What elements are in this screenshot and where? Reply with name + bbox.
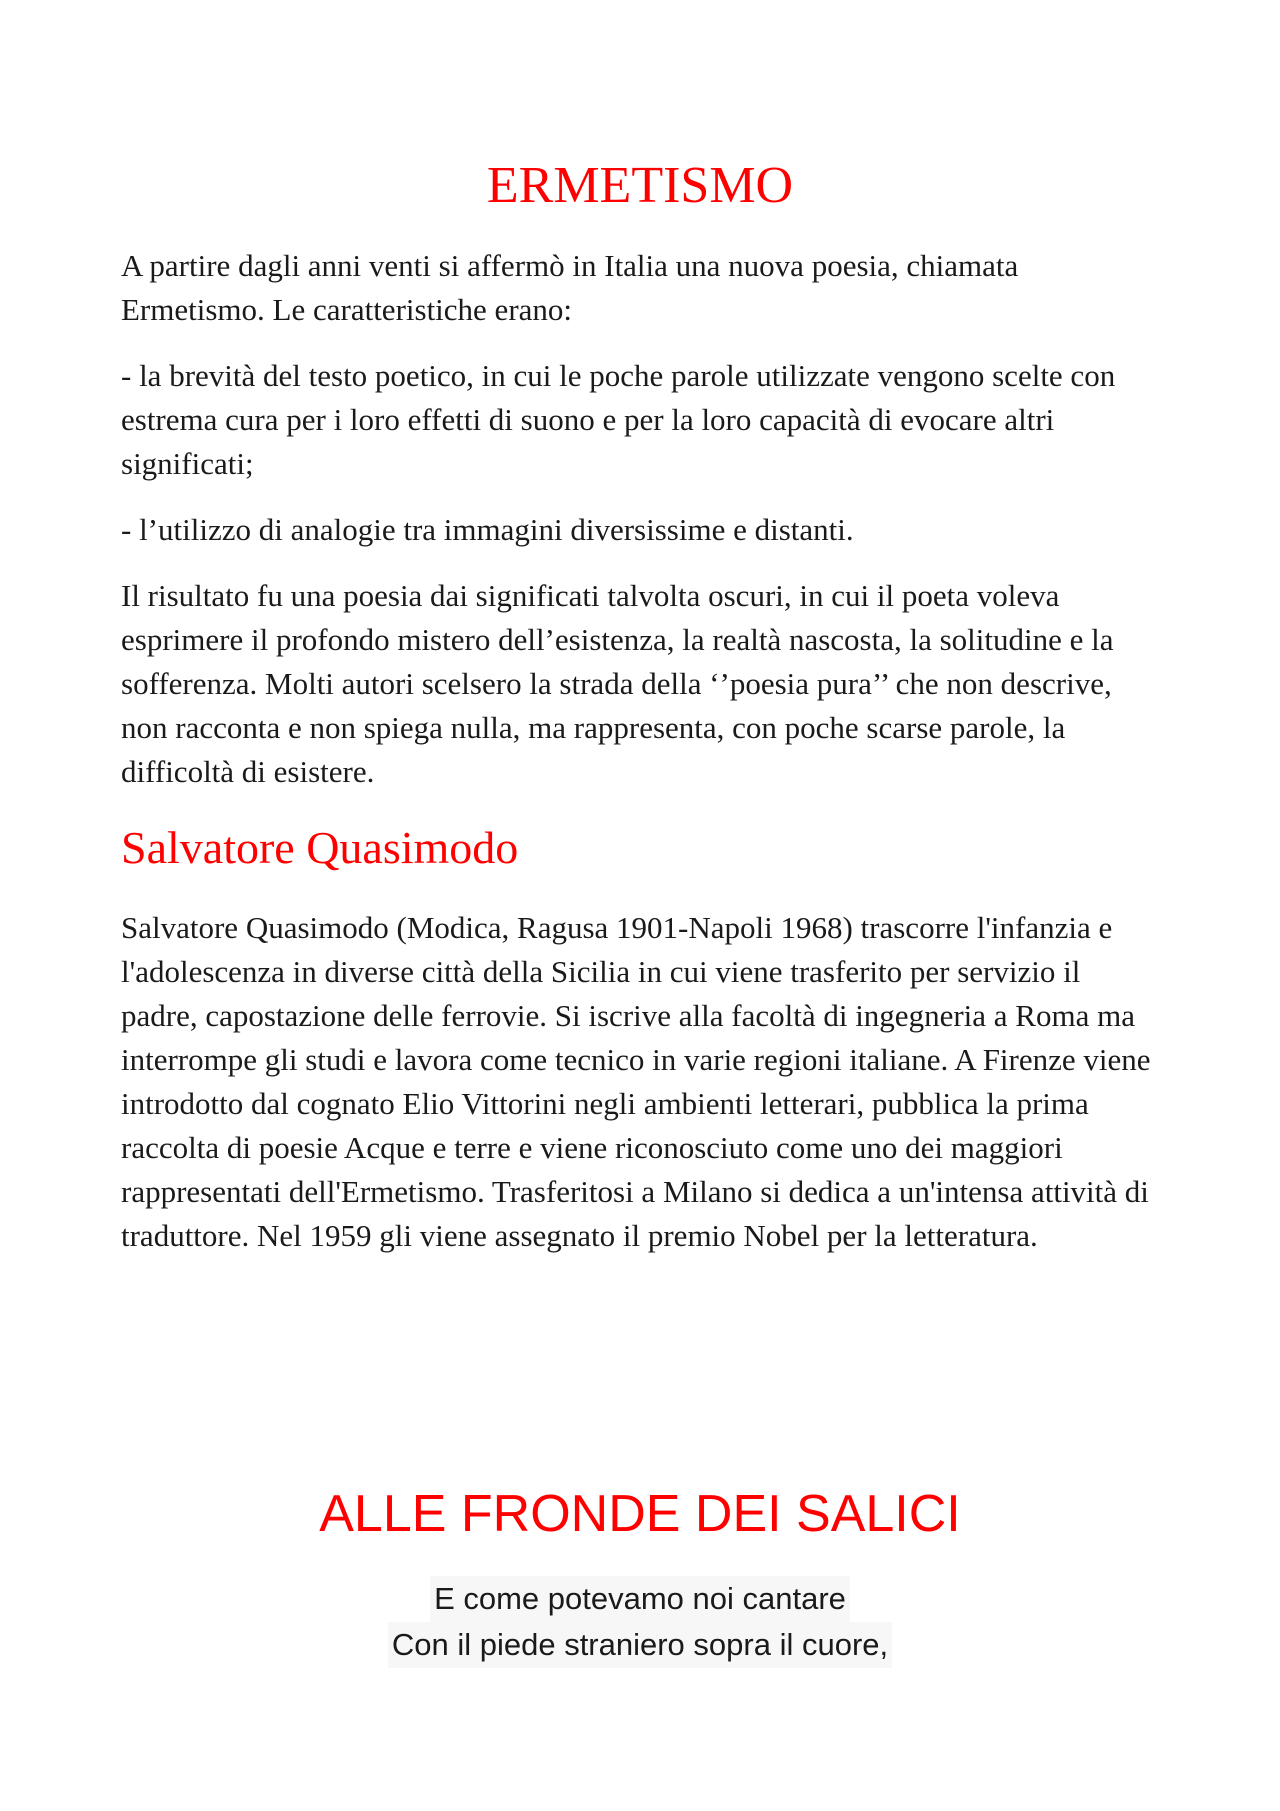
result-text: Il risultato fu una poesia dai significati talvolta oscuri, in cui il poeta voleva esprimere il profondo mistero dell’esistenza, la realtà nascosta, la solitudine e la sofferenza. Molti autori scelsero la strada della ‘’poesia pura’’ che non descrive, non racconta e non spiega nulla, ma rappresenta, con poche scarse parole, la difficoltà di esistere. <box>121 578 1114 789</box>
author-bio-paragraph <box>121 906 1161 1258</box>
author-bio-text: Salvatore Quasimodo (Modica, Ragusa 1901-Napoli 1968) trascorre l'infanzia e l'adolescenza in diverse città della Sicilia in cui viene trasferito per servizio il padre, capostazione delle ferrovie. Si iscrive alla facoltà di ingegneria a Roma ma interrompe gli studi e lavora come tecnico in varie regioni italiane. A Firenze viene introdotto dal cognato Elio Vittorini negli ambienti letterari, pubblica la prima raccolta di poesie Acque e terre e viene riconosciuto come uno dei maggiori rappresentati dell'Ermetismo. Trasferitosi a Milano si dedica a un'intensa attività di traduttore. Nel 1959 gli viene assegnato il premio Nobel per la letteratura. <box>121 910 1151 1253</box>
poem-line: E come potevamo noi cantare <box>430 1576 850 1622</box>
characteristic-item-analogies <box>121 508 1161 552</box>
author-heading: Salvatore Quasimodo <box>121 822 519 873</box>
intro-paragraph <box>121 244 1161 332</box>
result-paragraph <box>121 574 1161 794</box>
poem-line-2-wrapper <box>0 1622 1280 1668</box>
characteristic-item-brevity <box>121 354 1161 486</box>
poem-title: ALLE FRONDE DEI SALICI <box>319 1485 961 1543</box>
characteristic-text: - la brevità del testo poetico, in cui le poche parole utilizzate vengono scelte con estrema cura per i loro effetti di suono e per la loro capacità di evocare altri significati; <box>121 358 1116 481</box>
characteristic-text: - l’utilizzo di analogie tra immagini diversissime e distanti. <box>121 512 854 547</box>
page-title: ERMETISMO <box>486 157 794 214</box>
intro-text: A partire dagli anni venti si affermò in Italia una nuova poesia, chiamata Ermetismo. Le caratteristiche erano: <box>121 248 1019 327</box>
poem-line-1-wrapper <box>0 1576 1280 1622</box>
poem-line: Con il piede straniero sopra il cuore, <box>388 1622 892 1668</box>
poem-body <box>0 1576 1280 1668</box>
